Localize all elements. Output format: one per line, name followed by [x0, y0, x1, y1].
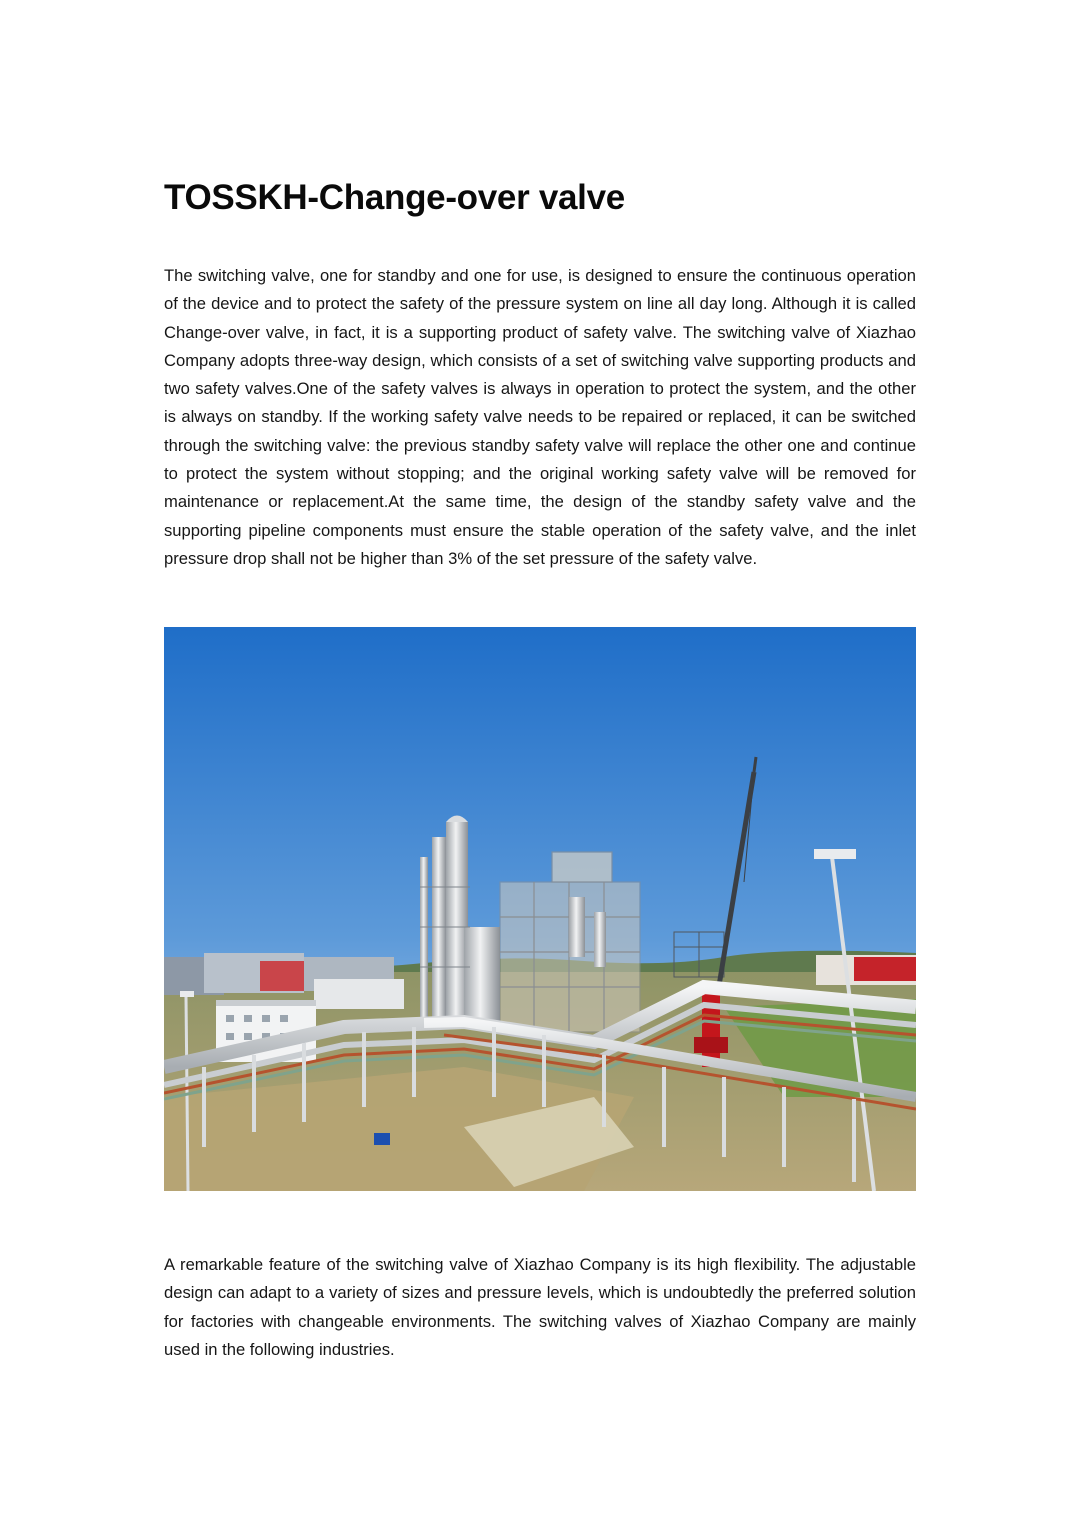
blue-pump: [374, 1133, 390, 1145]
closing-paragraph: A remarkable feature of the switching valve of Xiazhao Company is its high flexibility. The adjustable design can adapt to a variety of sizes and pressure levels, which is undoubtedly the preferred solution for factories with changeable environments. The switching valves of Xiazhao Company are mainly used in the following industries.: [164, 1255, 916, 1359]
intro-paragraph: The switching valve, one for standby and one for use, is designed to ensure the continuous operation of the device and to protect the safety of the pressure system on line all day long. Although it is called Change-over valve, in fact, it is a supporting product of safety valve. The switching valve of Xiazhao Company adopts three-way design, which consists of a set of switching valve supporting products and two safety valves.One of the safety valves is always in operation to protect the system, and the other is always on standby. If the working safety valve needs to be repaired or replaced, it can be switched through the switching valve: the previous standby safety valve will replace the other one and continue to protect the system without stopping; and the original working safety valve will be removed for maintenance or replacement.At the same time, the design of the standby safety valve and the supporting pipeline components must ensure the stable operation of the safety valve, and the inlet pressure drop shall not be higher than 3% of the set pressure of the safety valve.: [164, 266, 916, 568]
industrial-plant-photo: [164, 627, 916, 1191]
page-title: TOSSKH-Change-over valve: [164, 178, 625, 217]
document-content: [164, 170, 916, 1359]
